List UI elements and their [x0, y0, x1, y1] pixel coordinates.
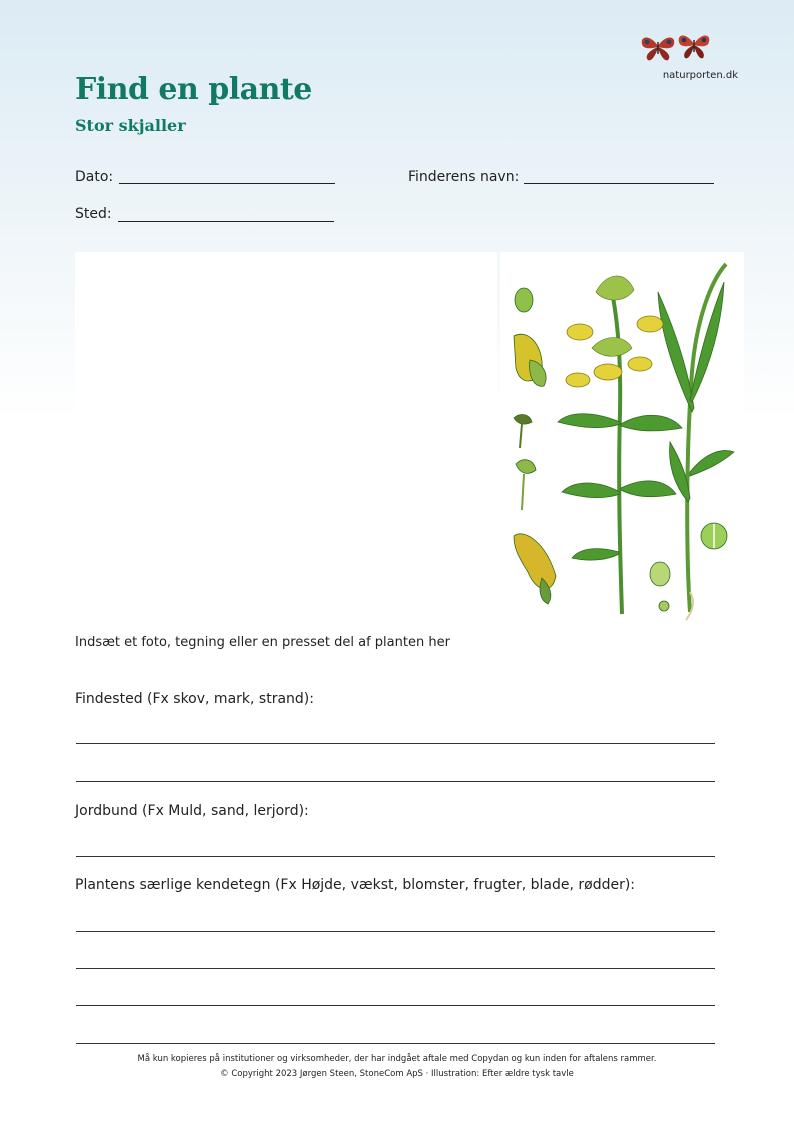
finder-name-label: Finderens navn: — [408, 169, 520, 185]
page-subtitle: Stor skjaller — [75, 116, 186, 135]
kendetegn-line-4[interactable] — [76, 1043, 715, 1044]
kendetegn-line-1[interactable] — [76, 931, 715, 932]
footer-license: Må kun kopieres på institutioner og virksomheder, der har indgået aftale med Copydan og kun inden for aftalens rammer. — [137, 1054, 657, 1064]
place-line[interactable] — [118, 221, 334, 222]
brand-text[interactable]: naturporten.dk — [662, 70, 738, 81]
kendetegn-label: Plantens særlige kendetegn (Fx Højde, vækst, blomster, frugter, blade, rødder): — [75, 877, 636, 893]
page-title: Find en plante — [75, 72, 312, 107]
jordbund-line-1[interactable] — [76, 856, 715, 857]
date-label: Dato: — [75, 169, 114, 185]
finder-name-line[interactable] — [524, 183, 714, 184]
findested-line-1[interactable] — [76, 743, 715, 744]
photo-drop-area[interactable] — [75, 252, 497, 620]
plant-illustration — [500, 252, 744, 624]
place-label: Sted: — [75, 206, 112, 222]
findested-label: Findested (Fx skov, mark, strand): — [75, 691, 314, 707]
date-line[interactable] — [119, 183, 335, 184]
jordbund-label: Jordbund (Fx Muld, sand, lerjord): — [75, 803, 309, 819]
kendetegn-line-3[interactable] — [76, 1005, 715, 1006]
kendetegn-line-2[interactable] — [76, 968, 715, 969]
butterfly-logo-icon — [636, 28, 716, 64]
findested-line-2[interactable] — [76, 781, 715, 782]
footer-copyright: © Copyright 2023 Jørgen Steen, StoneCom ApS · Illustration: Efter ældre tysk tavle — [220, 1069, 574, 1079]
image-area-caption: Indsæt et foto, tegning eller en presset del af planten her — [75, 635, 450, 650]
